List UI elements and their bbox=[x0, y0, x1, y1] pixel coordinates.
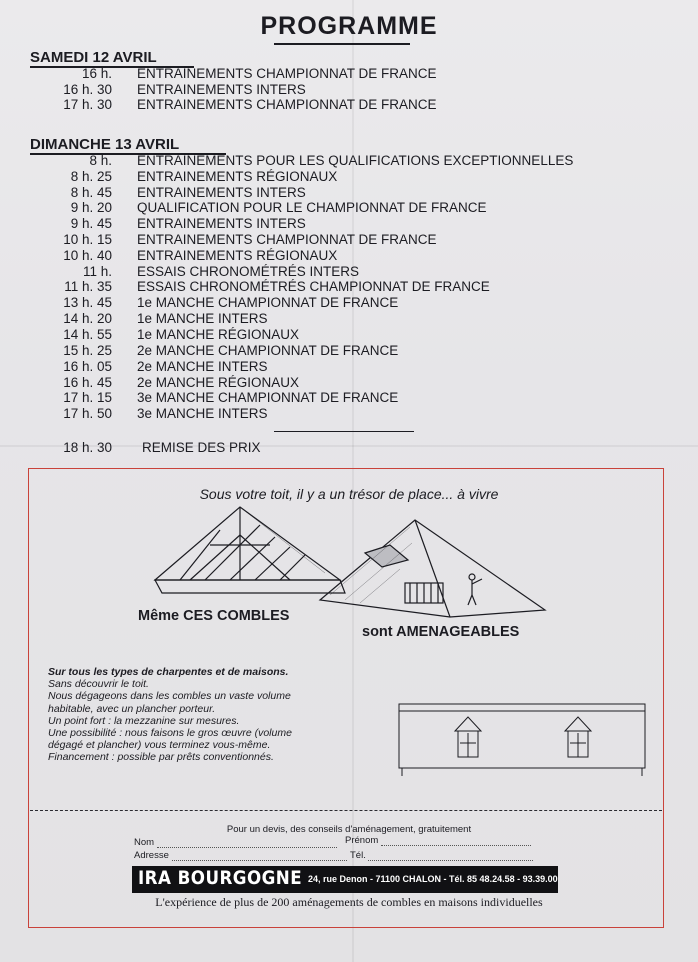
schedule-event: 2e MANCHE INTERS bbox=[137, 359, 268, 374]
schedule-row-final bbox=[0, 440, 698, 456]
schedule-time: 8 h. 45 bbox=[70, 185, 112, 200]
schedule-event: QUALIFICATION POUR LE CHAMPIONNAT DE FRANCE bbox=[137, 200, 487, 215]
brand-tagline: L'expérience de plus de 200 aménagements de combles en maisons individuelles bbox=[155, 895, 543, 909]
title-underline bbox=[274, 43, 410, 45]
person-figure bbox=[469, 574, 475, 580]
schedule-time: 8 h. 25 bbox=[70, 169, 112, 184]
info-line: habitable, avec un plancher porteur. bbox=[48, 702, 216, 715]
schedule-time: 11 h. 35 bbox=[64, 279, 112, 294]
schedule-row bbox=[0, 200, 698, 216]
schedule-row bbox=[0, 359, 698, 375]
coupon-heading: Pour un devis, des conseils d'aménagement, gratuitement bbox=[226, 824, 472, 835]
schedule-row bbox=[0, 390, 698, 406]
ad-info-text bbox=[48, 666, 388, 764]
schedule-row bbox=[0, 153, 698, 169]
coupon-nom-field[interactable] bbox=[134, 837, 337, 848]
dormer-right bbox=[565, 717, 591, 731]
schedule-time: 14 h. 55 bbox=[63, 327, 112, 342]
schedule-event: 1e MANCHE CHAMPIONNAT DE FRANCE bbox=[137, 295, 399, 310]
schedule-time: 17 h. 15 bbox=[63, 390, 112, 405]
schedule-time: 16 h. bbox=[81, 66, 112, 81]
info-line: Sans découvrir le toit. bbox=[48, 678, 149, 691]
house-dormer-illustration bbox=[398, 703, 646, 777]
caption-ces-combles: Même CES COMBLES bbox=[138, 608, 290, 624]
schedule-event: ENTRAINEMENTS CHAMPIONNAT DE FRANCE bbox=[137, 97, 437, 112]
coupon-tel-field[interactable] bbox=[350, 850, 533, 861]
schedule-event: ENTRAINEMENTS INTERS bbox=[137, 185, 306, 200]
schedule-event: ENTRAINEMENTS INTERS bbox=[137, 216, 306, 231]
schedule-event: 2e MANCHE CHAMPIONNAT DE FRANCE bbox=[137, 343, 399, 358]
schedule-event: ESSAIS CHRONOMÉTRÉS CHAMPIONNAT DE FRANCE bbox=[137, 279, 490, 294]
info-line: Financement : possible par prêts conventionnés. bbox=[48, 751, 274, 764]
schedule-time: 13 h. 45 bbox=[63, 295, 112, 310]
schedule-event: 3e MANCHE CHAMPIONNAT DE FRANCE bbox=[137, 390, 399, 405]
schedule-time: 18 h. 30 bbox=[63, 440, 112, 455]
info-line: Une possibilité : nous faisons le gros œuvre (volume bbox=[48, 727, 292, 740]
day-heading-sunday: DIMANCHE 13 AVRIL bbox=[30, 136, 180, 153]
coupon-prenom-label: Prénom bbox=[345, 835, 379, 846]
schedule-row bbox=[0, 375, 698, 391]
page-title: PROGRAMME bbox=[260, 12, 438, 40]
schedule-row bbox=[0, 232, 698, 248]
day-heading-saturday: SAMEDI 12 AVRIL bbox=[30, 49, 157, 66]
schedule-row bbox=[0, 216, 698, 232]
schedule-row bbox=[0, 169, 698, 185]
schedule-time: 9 h. 20 bbox=[70, 200, 112, 215]
coupon-tel-label: Tél. bbox=[350, 850, 366, 861]
left-roof-outline bbox=[155, 507, 340, 580]
attic-roof-illustration bbox=[150, 505, 550, 620]
schedule-row bbox=[0, 185, 698, 201]
coupon-adresse-field[interactable] bbox=[134, 850, 347, 861]
schedule-time: 17 h. 50 bbox=[63, 406, 112, 421]
info-line: Nous dégageons dans les combles un vaste volume bbox=[48, 690, 291, 703]
schedule-time: 16 h. 05 bbox=[63, 359, 112, 374]
info-line: Un point fort : la mezzanine sur mesures. bbox=[48, 714, 240, 727]
coupon-prenom-field[interactable] bbox=[345, 835, 531, 846]
schedule-end-rule bbox=[274, 431, 414, 432]
schedule-event: ENTRAINEMENTS RÉGIONAUX bbox=[137, 169, 338, 184]
info-line: dégagé et plancher) vous terminez vous-même. bbox=[48, 739, 271, 752]
schedule-row bbox=[0, 264, 698, 280]
brand-name: IRA BOURGOGNE bbox=[138, 867, 303, 889]
dormer-left bbox=[455, 717, 481, 731]
schedule-event: ENTRAINEMENTS RÉGIONAUX bbox=[137, 248, 338, 263]
caption-amenageables: sont AMENAGEABLES bbox=[362, 624, 520, 640]
schedule-row bbox=[0, 327, 698, 343]
ad-slogan: Sous votre toit, il y a un trésor de place... à vivre bbox=[199, 486, 499, 502]
schedule-event: ESSAIS CHRONOMÉTRÉS INTERS bbox=[137, 264, 360, 279]
brand-address: 24, rue Denon - 71100 CHALON - Tél. 85 48.24.58 - 93.39.00 bbox=[308, 874, 558, 884]
schedule-event: REMISE DES PRIX bbox=[142, 440, 261, 455]
schedule-event: ENTRAINEMENTS POUR LES QUALIFICATIONS EXCEPTIONNELLES bbox=[137, 153, 574, 168]
coupon-cut-line bbox=[30, 810, 662, 811]
left-roof-base bbox=[155, 580, 345, 593]
schedule-row bbox=[0, 295, 698, 311]
schedule-time: 16 h. 30 bbox=[63, 82, 112, 97]
schedule-time: 11 h. bbox=[82, 264, 112, 279]
schedule-row bbox=[0, 82, 698, 98]
schedule-event: ENTRAINEMENTS CHAMPIONNAT DE FRANCE bbox=[137, 66, 437, 81]
schedule-time: 8 h. bbox=[89, 153, 112, 168]
schedule-time: 10 h. 15 bbox=[63, 232, 112, 247]
schedule-row bbox=[0, 311, 698, 327]
schedule-event: ENTRAINEMENTS CHAMPIONNAT DE FRANCE bbox=[137, 232, 437, 247]
schedule-event: 3e MANCHE INTERS bbox=[137, 406, 268, 421]
schedule-time: 17 h. 30 bbox=[63, 97, 112, 112]
brand-bar bbox=[132, 866, 558, 893]
schedule-row bbox=[0, 248, 698, 264]
schedule-event: 1e MANCHE RÉGIONAUX bbox=[137, 327, 300, 342]
info-line: Sur tous les types de charpentes et de maisons. bbox=[48, 666, 289, 678]
coupon-adresse-label: Adresse bbox=[134, 850, 169, 861]
schedule-time: 14 h. 20 bbox=[63, 311, 112, 326]
coupon-nom-label: Nom bbox=[134, 837, 155, 848]
schedule-row bbox=[0, 406, 698, 422]
schedule-time: 10 h. 40 bbox=[63, 248, 112, 263]
schedule-row bbox=[0, 97, 698, 113]
schedule-time: 15 h. 25 bbox=[63, 343, 112, 358]
schedule-row bbox=[0, 279, 698, 295]
schedule-time: 16 h. 45 bbox=[63, 375, 112, 390]
schedule-event: ENTRAINEMENTS INTERS bbox=[137, 82, 306, 97]
schedule-event: 2e MANCHE RÉGIONAUX bbox=[137, 375, 300, 390]
roof-window bbox=[365, 545, 408, 567]
schedule-event: 1e MANCHE INTERS bbox=[137, 311, 268, 326]
schedule-row bbox=[0, 343, 698, 359]
schedule-time: 9 h. 45 bbox=[70, 216, 112, 231]
schedule-row bbox=[0, 66, 698, 82]
